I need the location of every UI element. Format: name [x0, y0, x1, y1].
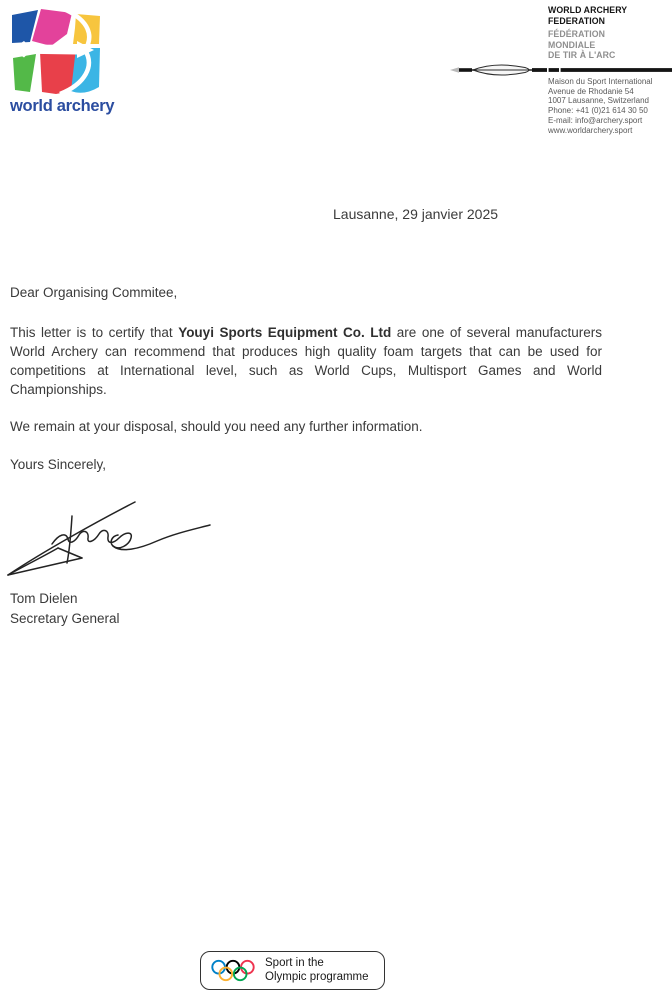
address-line-website: www.worldarchery.sport	[548, 125, 633, 135]
olympic-badge-label-line: Olympic programme	[265, 970, 369, 983]
letter-body	[10, 283, 602, 474]
signer-name: Tom Dielen	[10, 591, 78, 606]
address-block	[548, 77, 672, 135]
body-text-prefix: This letter is to certify that	[10, 325, 179, 340]
address-line-email: E-mail: info@archery.sport	[548, 115, 643, 125]
olympic-badge-label	[265, 957, 369, 984]
olympic-programme-badge	[200, 951, 385, 990]
org-name-fr-line: DE TIR À L'ARC	[548, 50, 616, 61]
address-line-phone: Phone: +41 (0)21 614 30 50	[548, 106, 648, 116]
logo-wordmark: world archery	[10, 97, 115, 115]
signer-title: Secretary General	[10, 610, 120, 626]
org-name-fr-line: MONDIALE	[548, 39, 596, 51]
world-archery-logo-icon	[10, 8, 102, 94]
salutation: Dear Organising Commitee,	[10, 285, 178, 300]
olympic-rings-icon	[210, 958, 256, 984]
company-name: Youyi Sports Equipment Co. Ltd	[178, 325, 392, 340]
olympic-badge-label-line: Sport in the	[265, 957, 324, 969]
address-line: Avenue de Rhodanie 54	[548, 86, 634, 96]
dateline: Lausanne, 29 janvier 2025	[333, 206, 499, 222]
closing-line: We remain at your disposal, should you need any further information.	[10, 419, 423, 434]
org-name-en-line: WORLD ARCHERY	[548, 5, 628, 16]
org-name-fr-line: FÉDÉRATION	[548, 29, 606, 40]
address-line: 1007 Lausanne, Switzerland	[548, 96, 649, 106]
org-name-en-line: FEDERATION	[548, 15, 606, 27]
org-name-en	[548, 6, 672, 27]
org-name-block	[548, 6, 672, 62]
world-archery-logo	[10, 8, 120, 116]
signer-block	[10, 589, 120, 628]
valediction: Yours Sincerely,	[10, 457, 107, 472]
org-name-fr	[548, 30, 672, 62]
body-paragraph	[10, 323, 602, 399]
body-text-suffix: are one of several manufacturers World Archery can recommend that produces high quality foam targets that can be used for competitions at International level, such as World Cups, Multisport Games and World Championships.	[10, 325, 602, 397]
signature	[2, 485, 214, 581]
address-line: Maison du Sport International	[548, 77, 653, 86]
